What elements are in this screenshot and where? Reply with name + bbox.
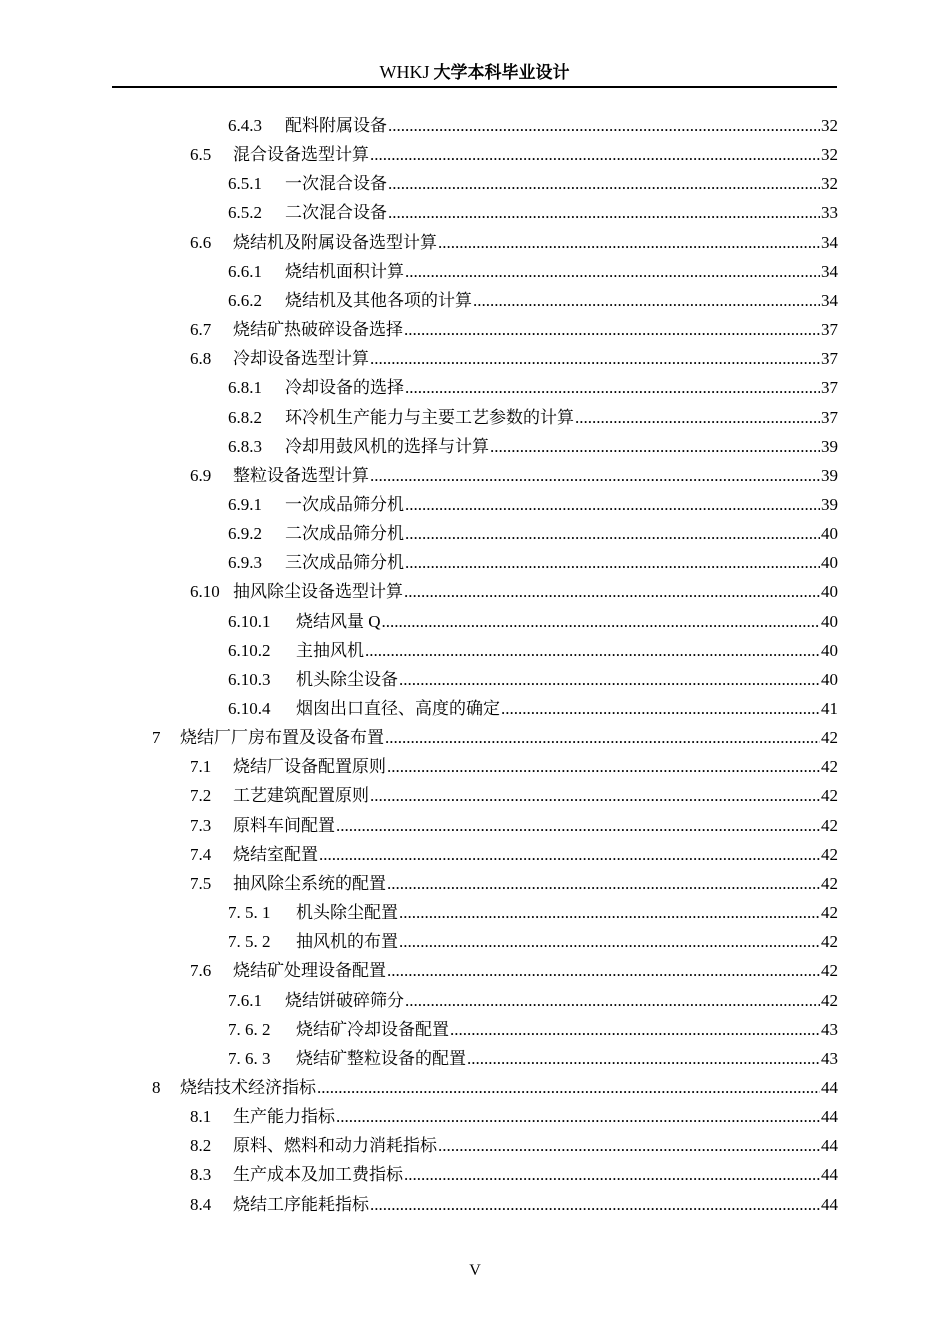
- toc-entry[interactable]: [190, 781, 838, 810]
- toc-entry-page: 40: [821, 582, 838, 602]
- toc-leader-dots: [370, 140, 820, 169]
- toc-leader-dots: [370, 344, 820, 373]
- toc-entry-title: 烧结机及其他各项的计算: [285, 290, 472, 310]
- toc-entry-title: 烧结风量 Q: [296, 611, 381, 631]
- toc-entry-number: 7.5: [190, 873, 212, 893]
- toc-entry-number: 6.10.3: [228, 669, 271, 689]
- toc-entry-number: 6.4.3: [228, 116, 262, 135]
- toc-entry[interactable]: [228, 1015, 838, 1044]
- toc-entry-title: 环冷机生产能力与主要工艺参数的计算: [285, 407, 574, 427]
- toc-leader-dots: [388, 198, 820, 227]
- header-latin: WHKJ: [379, 62, 430, 82]
- toc-leader-dots: [370, 461, 820, 490]
- toc-entry-title: 主抽风机: [296, 640, 364, 660]
- toc-entry-page: 43: [821, 1048, 838, 1068]
- toc-leader-dots: [399, 665, 820, 694]
- toc-entry-page: 42: [821, 728, 838, 748]
- toc-entry-page: 37: [821, 407, 838, 427]
- toc-entry[interactable]: [228, 548, 838, 577]
- toc-entry-number: 6.10: [190, 582, 220, 602]
- toc-leader-dots: [382, 607, 820, 636]
- toc-entry[interactable]: [152, 723, 838, 752]
- toc-entry-page: 44: [821, 1077, 838, 1097]
- toc-entry-title: 烧结厂设备配置原则: [233, 757, 386, 777]
- toc-entry-page: 40: [821, 640, 838, 660]
- toc-leader-dots: [467, 1044, 820, 1073]
- toc-entry-page: 37: [821, 320, 838, 340]
- toc-entry-title: 生产成本及加工费指标: [233, 1165, 403, 1185]
- toc-leader-dots: [405, 519, 820, 548]
- toc-entry-title: 配料附属设备: [285, 116, 387, 135]
- toc-leader-dots: [404, 315, 820, 344]
- toc-entry[interactable]: [228, 169, 838, 198]
- toc-entry-title: 烧结厂厂房布置及设备布置: [180, 728, 384, 748]
- toc-entry[interactable]: [190, 315, 838, 344]
- toc-leader-dots: [399, 927, 820, 956]
- toc-entry-number: 7. 6. 3: [228, 1048, 271, 1068]
- toc-entry-number: 8.2: [190, 1136, 212, 1156]
- toc-entry[interactable]: [228, 986, 838, 1015]
- toc-entry-number: 7: [152, 728, 161, 748]
- toc-leader-dots: [404, 577, 820, 606]
- toc-entry-page: 40: [821, 669, 838, 689]
- toc-entry-page: 34: [821, 232, 838, 252]
- toc-entry-page: 32: [821, 145, 838, 165]
- toc-leader-dots: [450, 1015, 820, 1044]
- toc-entry-page: 44: [821, 1194, 838, 1214]
- toc-leader-dots: [575, 403, 820, 432]
- toc-entry-title: 冷却设备的选择: [285, 378, 404, 398]
- toc-entry-number: 7.6.1: [228, 990, 262, 1010]
- toc-entry-number: 7.3: [190, 815, 212, 835]
- toc-leader-dots: [336, 1102, 820, 1131]
- toc-entry[interactable]: [228, 898, 838, 927]
- toc-entry-number: 6.8: [190, 349, 212, 369]
- toc-leader-dots: [387, 869, 820, 898]
- toc-entry-number: 6.10.1: [228, 611, 271, 631]
- toc-entry-title: 一次混合设备: [285, 174, 387, 194]
- toc-entry[interactable]: [190, 752, 838, 781]
- toc-entry-number: 6.9.3: [228, 553, 262, 573]
- toc-entry-number: 7.4: [190, 844, 212, 864]
- toc-entry-title: 抽风除尘系统的配置: [233, 873, 386, 893]
- toc-entry-number: 6.10.2: [228, 640, 271, 660]
- toc-leader-dots: [336, 811, 820, 840]
- toc-entry-number: 8.1: [190, 1107, 212, 1127]
- toc-entry[interactable]: [190, 1102, 838, 1131]
- toc-entry-page: 37: [821, 378, 838, 398]
- toc-entry[interactable]: [228, 111, 838, 140]
- toc-entry-number: 8.4: [190, 1194, 212, 1214]
- toc-entry[interactable]: [190, 1190, 838, 1219]
- toc-leader-dots: [365, 636, 820, 665]
- toc-leader-dots: [399, 898, 820, 927]
- toc-entry-title: 烧结工序能耗指标: [233, 1194, 369, 1214]
- toc-entry-number: 7.2: [190, 786, 212, 806]
- toc-entry[interactable]: [228, 432, 838, 461]
- toc-entry-page: 42: [821, 990, 838, 1010]
- toc-leader-dots: [370, 1190, 820, 1219]
- toc-entry-title: 烧结机及附属设备选型计算: [233, 232, 437, 252]
- toc-entry-title: 工艺建筑配置原则: [233, 786, 369, 806]
- toc-entry[interactable]: [190, 577, 838, 606]
- toc-entry-title: 机头除尘配置: [296, 903, 398, 923]
- toc-entry-page: 40: [821, 553, 838, 573]
- toc-entry-page: 42: [821, 903, 838, 923]
- toc-entry[interactable]: [228, 286, 838, 315]
- toc-entry-title: 机头除尘设备: [296, 669, 398, 689]
- toc-entry-number: 6.7: [190, 320, 212, 340]
- toc-leader-dots: [405, 548, 820, 577]
- toc-entry-page: 42: [821, 932, 838, 952]
- toc-entry-title: 二次混合设备: [285, 203, 387, 223]
- toc-leader-dots: [387, 752, 820, 781]
- toc-entry-page: 42: [821, 815, 838, 835]
- toc-entry-page: 42: [821, 961, 838, 981]
- toc-entry-number: 8.3: [190, 1165, 212, 1185]
- header-rule: [112, 86, 837, 88]
- toc-entry[interactable]: [228, 665, 838, 694]
- toc-entry-title: 冷却用鼓风机的选择与计算: [285, 436, 489, 456]
- toc-entry-page: 42: [821, 786, 838, 806]
- toc-entry-page: 40: [821, 524, 838, 544]
- toc-entry[interactable]: [190, 228, 838, 257]
- toc-leader-dots: [501, 694, 820, 723]
- toc-entry-number: 6.9.2: [228, 524, 262, 544]
- toc-entry-number: 8: [152, 1077, 161, 1097]
- toc-entry-page: 39: [821, 436, 838, 456]
- toc-entry[interactable]: [228, 607, 838, 636]
- toc-entry-number: 7.6: [190, 961, 212, 981]
- toc-entry[interactable]: [190, 461, 838, 490]
- toc-entry-title: 烧结矿热破碎设备选择: [233, 320, 403, 340]
- toc-entry-number: 7. 5. 1: [228, 903, 271, 923]
- toc-leader-dots: [385, 723, 820, 752]
- toc-entry[interactable]: [190, 1160, 838, 1189]
- toc-leader-dots: [387, 956, 820, 985]
- toc-entry[interactable]: [190, 140, 838, 169]
- toc-entry[interactable]: [190, 1131, 838, 1160]
- toc-entry-title: 抽风机的布置: [296, 932, 398, 952]
- toc-entry-title: 整粒设备选型计算: [233, 465, 369, 485]
- toc-entry-number: 6.5: [190, 145, 212, 165]
- toc-entry-page: 42: [821, 757, 838, 777]
- toc-entry[interactable]: [152, 1073, 838, 1102]
- toc-entry-page: 42: [821, 844, 838, 864]
- toc-entry[interactable]: [190, 869, 838, 898]
- toc-entry[interactable]: [228, 198, 838, 227]
- toc-leader-dots: [438, 228, 820, 257]
- toc-entry-title: 烧结饼破碎筛分: [285, 990, 404, 1010]
- toc-entry-page: 34: [821, 290, 838, 310]
- toc-entry[interactable]: [228, 519, 838, 548]
- toc-entry[interactable]: [228, 927, 838, 956]
- toc-entry-title: 一次成品筛分机: [285, 494, 404, 514]
- toc-leader-dots: [405, 257, 820, 286]
- toc-entry-number: 6.6: [190, 232, 212, 252]
- toc-entry-title: 混合设备选型计算: [233, 145, 369, 165]
- toc-leader-dots: [405, 490, 820, 519]
- toc-entry[interactable]: [228, 694, 838, 723]
- toc-entry-number: 6.9: [190, 465, 212, 485]
- toc-entry-number: 7. 6. 2: [228, 1019, 271, 1039]
- toc-entry-page: 44: [821, 1165, 838, 1185]
- toc-leader-dots: [388, 169, 820, 198]
- toc-entry[interactable]: [228, 257, 838, 286]
- toc-entry[interactable]: [228, 490, 838, 519]
- toc-entry[interactable]: [228, 403, 838, 432]
- toc-entry-page: 44: [821, 1136, 838, 1156]
- toc-entry[interactable]: [190, 344, 838, 373]
- toc-entry-number: 6.10.4: [228, 699, 271, 718]
- toc-leader-dots: [490, 432, 820, 461]
- toc-entry-page: 39: [821, 494, 838, 514]
- toc-entry-page: 42: [821, 873, 838, 893]
- toc-entry-number: 6.6.2: [228, 290, 262, 310]
- toc-entry[interactable]: [190, 811, 838, 840]
- toc-entry-page: 40: [821, 611, 838, 631]
- toc-entry-page: 32: [821, 116, 838, 135]
- toc-entry-number: 6.8.2: [228, 407, 262, 427]
- toc-entry[interactable]: [228, 1044, 838, 1073]
- toc-entry-title: 烧结机面积计算: [285, 261, 404, 281]
- toc-entry[interactable]: [228, 636, 838, 665]
- toc-entry-number: 6.5.2: [228, 203, 262, 223]
- toc-entry-number: 6.8.3: [228, 436, 262, 456]
- toc-leader-dots: [405, 373, 820, 402]
- toc-entry-title: 原料、燃料和动力消耗指标: [233, 1136, 437, 1156]
- toc-leader-dots: [438, 1131, 820, 1160]
- toc-entry-title: 烧结室配置: [233, 844, 318, 864]
- toc-leader-dots: [404, 1160, 820, 1189]
- toc-entry[interactable]: [190, 956, 838, 985]
- toc-entry-title: 烧结矿整粒设备的配置: [296, 1048, 466, 1068]
- toc-entry-title: 抽风除尘设备选型计算: [233, 582, 403, 602]
- toc-entry-title: 冷却设备选型计算: [233, 349, 369, 369]
- toc-entry-title: 烧结矿冷却设备配置: [296, 1019, 449, 1039]
- toc-entry-page: 33: [821, 203, 838, 223]
- toc-entry-page: 37: [821, 349, 838, 369]
- toc-leader-dots: [317, 1073, 820, 1102]
- toc-leader-dots: [388, 111, 820, 140]
- toc-entry-title: 二次成品筛分机: [285, 524, 404, 544]
- toc-entry[interactable]: [228, 373, 838, 402]
- toc-entry-page: 44: [821, 1107, 838, 1127]
- toc-entry-number: 6.5.1: [228, 174, 262, 194]
- toc-leader-dots: [319, 840, 820, 869]
- toc-entry-number: 6.8.1: [228, 378, 262, 398]
- toc-entry-number: 7. 5. 2: [228, 932, 271, 952]
- page-number: V: [469, 1262, 481, 1279]
- running-header: [112, 60, 837, 85]
- toc-entry[interactable]: [190, 840, 838, 869]
- toc-entry-page: 32: [821, 174, 838, 194]
- toc-entry-title: 生产能力指标: [233, 1107, 335, 1127]
- toc-entry-page: 41: [821, 699, 838, 718]
- toc-entry-page: 39: [821, 465, 838, 485]
- toc-entry-number: 7.1: [190, 757, 212, 777]
- toc-entry-title: 烧结矿处理设备配置: [233, 961, 386, 981]
- toc-entry-title: 三次成品筛分机: [285, 553, 404, 573]
- toc-leader-dots: [370, 781, 820, 810]
- toc-entry-number: 6.6.1: [228, 261, 262, 281]
- toc-leader-dots: [405, 986, 820, 1015]
- toc-entry-title: 烧结技术经济指标: [180, 1077, 316, 1097]
- toc-entry-page: 43: [821, 1019, 838, 1039]
- toc-entry-title: 原料车间配置: [233, 815, 335, 835]
- toc-entry-number: 6.9.1: [228, 494, 262, 514]
- toc-entry-page: 34: [821, 261, 838, 281]
- toc-entry-title: 烟囱出口直径、高度的确定: [296, 699, 500, 718]
- header-title: 大学本科毕业设计: [433, 63, 570, 83]
- toc-leader-dots: [473, 286, 820, 315]
